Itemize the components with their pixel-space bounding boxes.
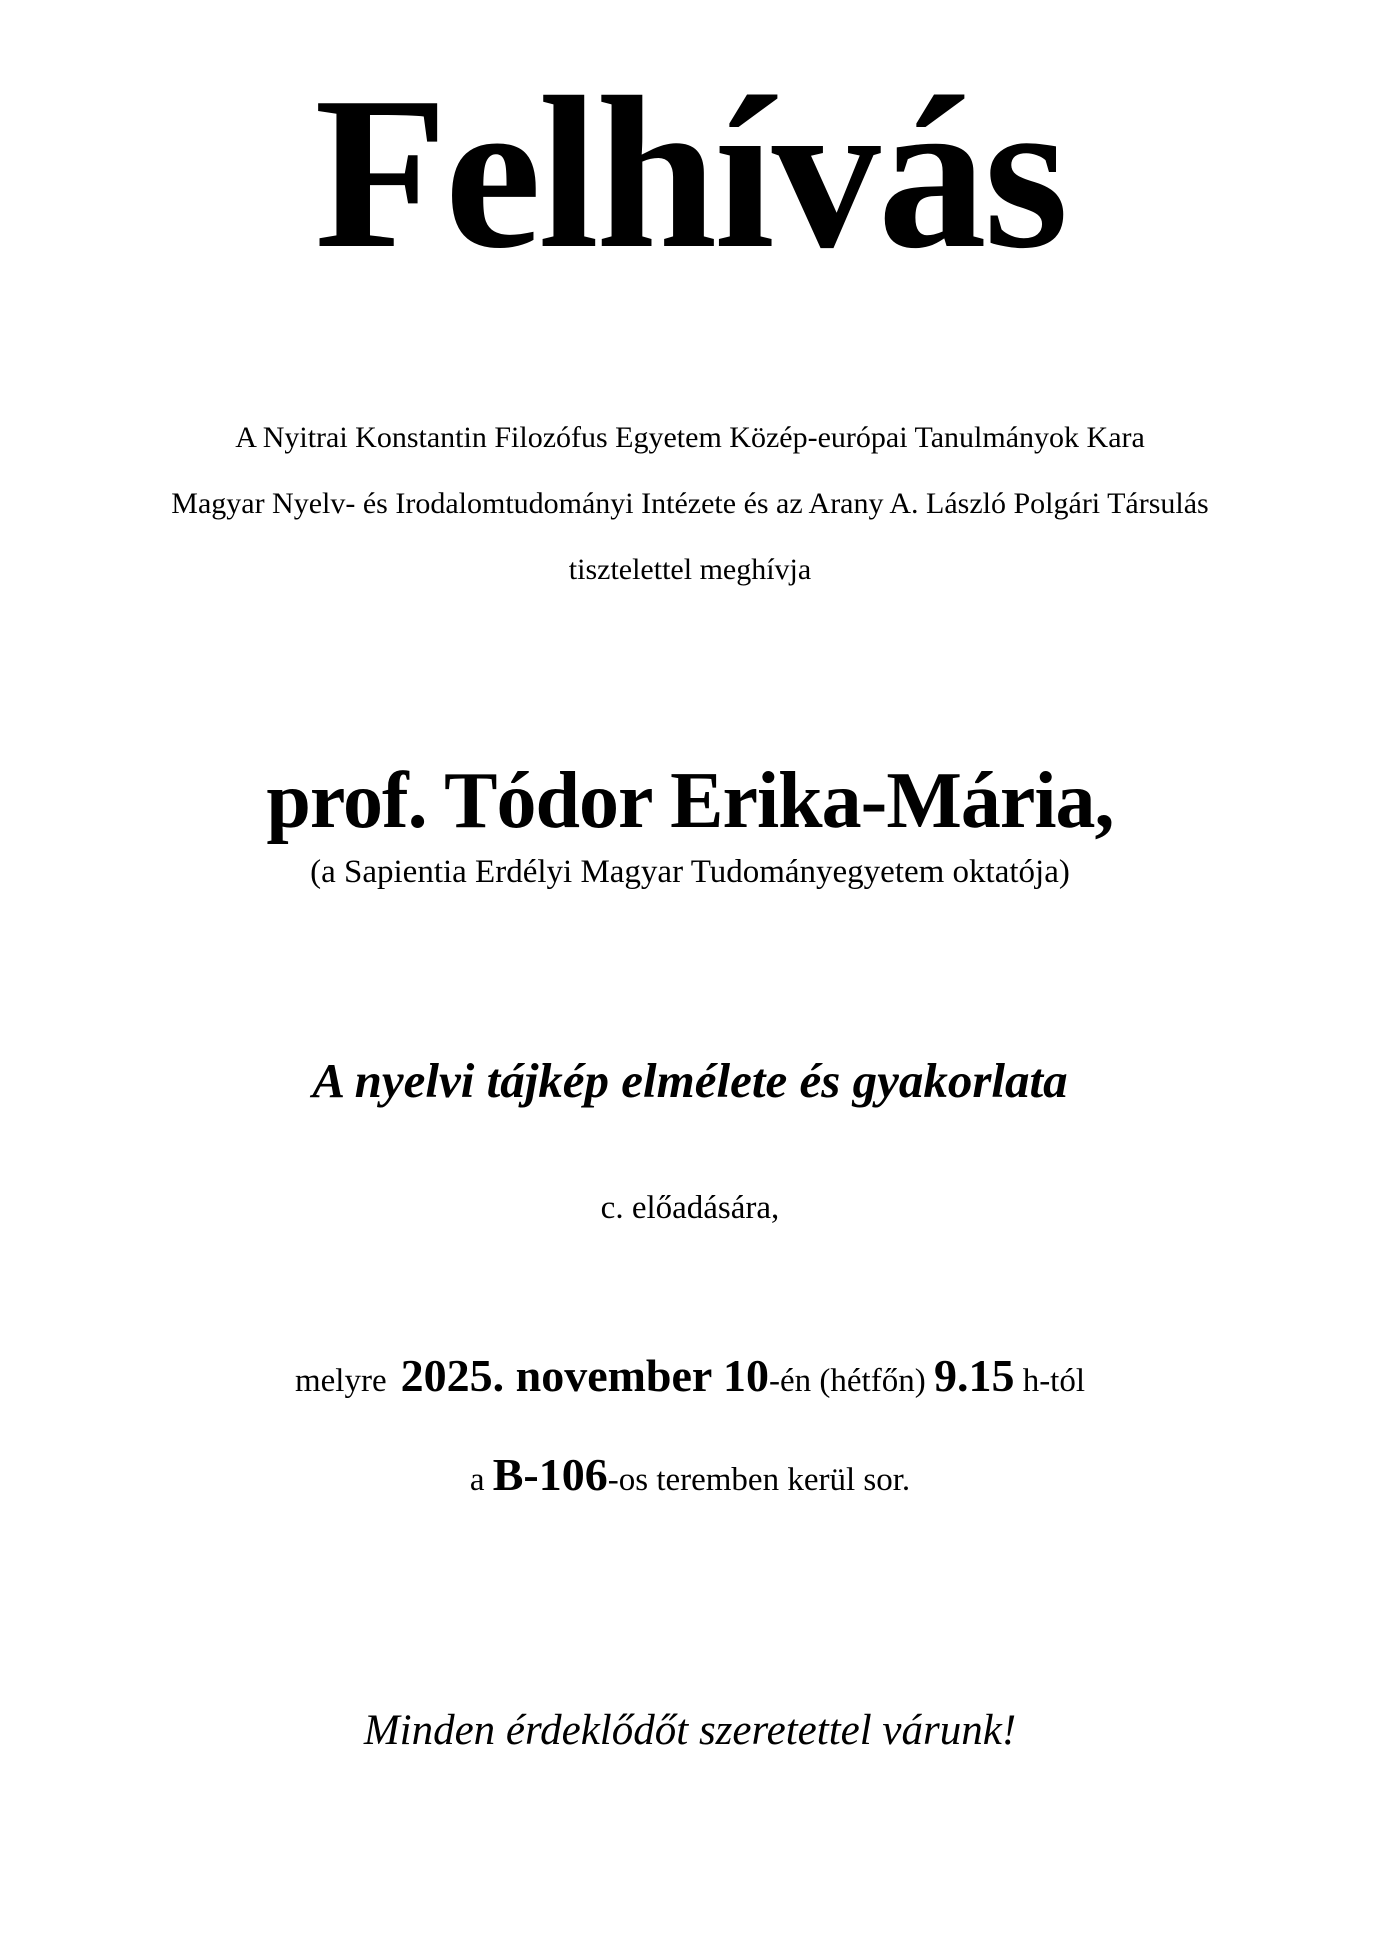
document-title: Felhívás bbox=[314, 53, 1066, 294]
date-line-suffix: h-tól bbox=[1014, 1362, 1086, 1399]
event-date: 2025. november 10 bbox=[400, 1349, 770, 1401]
schedule-venue-line bbox=[0, 1445, 1380, 1510]
date-line-prefix: melyre bbox=[294, 1362, 387, 1399]
speaker-affiliation: (a Sapientia Erdélyi Magyar Tudományegyetem oktatója) bbox=[310, 854, 1070, 891]
intro-line-organizer-faculty: A Nyitrai Konstantin Filozófus Egyetem Közép-európai Tanulmányok Kara bbox=[235, 421, 1145, 455]
lecture-title: A nyelvi tájkép elmélete és gyakorlata bbox=[312, 1052, 1068, 1108]
event-room: B-106 bbox=[492, 1448, 608, 1500]
lecture-title-suffix: c. előadására, bbox=[600, 1189, 780, 1226]
speaker-name: prof. Tódor Erika-Mária, bbox=[266, 757, 1114, 846]
intro-line-organizer-institute: Magyar Nyelv- és Irodalomtudományi Intézete és az Arany A. László Polgári Társulás bbox=[171, 487, 1209, 521]
event-time: 9.15 bbox=[933, 1349, 1015, 1401]
intro-line-invites: tisztelettel meghívja bbox=[568, 553, 812, 587]
intro-paragraph bbox=[0, 405, 1380, 603]
venue-line-suffix: -os teremben kerül sor. bbox=[607, 1461, 911, 1498]
closing-message: Minden érdeklődőt szeretettel várunk! bbox=[363, 1706, 1017, 1754]
date-line-mid: -én (hétfőn) bbox=[769, 1362, 934, 1399]
venue-line-prefix: a bbox=[469, 1461, 493, 1498]
schedule-date-line bbox=[0, 1346, 1380, 1411]
